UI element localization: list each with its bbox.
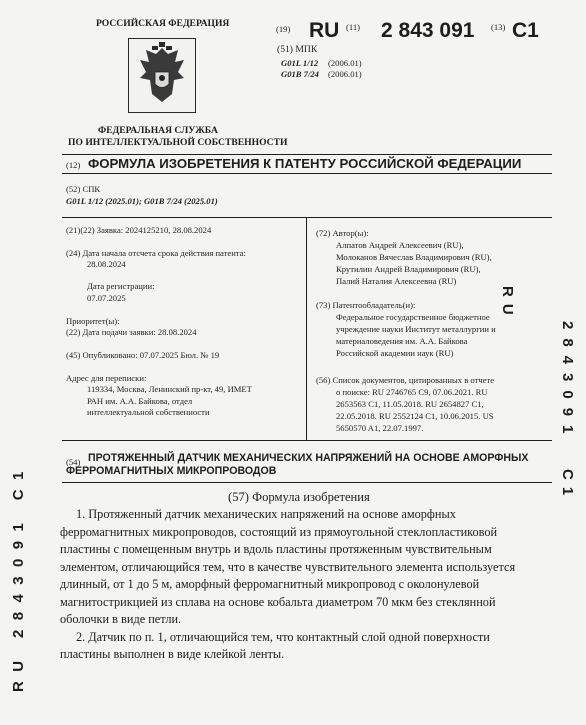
inid-code-19: (19) [276,24,291,34]
priority-label: Приоритет(ы): [66,316,120,326]
inid-code-54: (54) [66,457,81,467]
application-info: (21)(22) Заявка: 2024125210, 28.08.2024 [66,225,212,235]
address-line-3: интеллектуальной собственности [87,407,210,417]
patent-kind: C1 [512,19,539,42]
mpk-code-1: G01L 1/12 [281,58,319,68]
address-label: Адрес для переписки: [66,373,147,383]
divider-title54 [62,482,552,483]
side-left-patent-id: RU 2843091 C1 [10,462,27,692]
holder-line-2: учреждение науки Институт металлургии и [336,324,496,334]
author-2: Молоканов Вячеслав Владимирович (RU), [336,252,492,262]
registration-label: Дата регистрации: [87,281,155,291]
divider-columns [62,440,552,441]
term-start-label: (24) Дата начала отсчета срока действия патента: [66,248,246,258]
invention-title-line-2: ФЕРРОМАГНИТНЫХ МИКРОПРОВОДОВ [66,465,277,477]
invention-title-line-1: ПРОТЯЖЕННЫЙ ДАТЧИК МЕХАНИЧЕСКИХ НАПРЯЖЕНИЙ НА ОСНОВЕ АМОРФНЫХ [88,452,529,464]
claims-heading: (57) Формула изобретения [228,490,370,504]
claim-2-line-2: пластины выполнен в виде клейкой ленты. [60,647,285,661]
cited-docs-line-4: 5650570 A1, 22.07.1997. [336,423,424,433]
address-line-2: РАН им. А.А. Байкова, отдел [87,396,193,406]
cited-docs-label: (56) Список документов, цитированных в отчете [316,375,495,385]
spk-label: (52) СПК [66,184,101,194]
divider-top [62,154,552,155]
side-right-ru: RU [499,286,516,322]
document-title: ФОРМУЛА ИЗОБРЕТЕНИЯ К ПАТЕНТУ РОССИЙСКОЙ ФЕДЕРАЦИИ [88,156,522,171]
mpk-date-1: (2006.01) [328,58,362,68]
column-divider [306,218,307,440]
claim-1-line-6: магнитострикцией из сплава на основе кобальта диаметром 70 мкм без стеклянной [60,595,496,609]
claim-1-line-3: пластины с помещенным внутрь и вдоль пластины протяженным чувствительным [60,542,492,556]
claim-2-line-1: 2. Датчик по п. 1, отличающийся тем, что контактный слой одной поверхности [76,630,490,644]
divider-title [62,173,552,174]
claim-1-line-4: элементом, отличающийся тем, что в качестве чувствительного элемента используется [60,560,516,574]
spk-codes: G01L 1/12 (2025.01); G01B 7/24 (2025.01) [66,196,218,206]
patent-number: 2 843 091 [381,19,475,42]
publication-date: (45) Опубликовано: 07.07.2025 Бюл. № 19 [66,350,220,360]
holder-line-4: Российской академии наук (RU) [336,348,454,358]
inid-code-13: (13) [491,22,506,32]
inid-code-11: (11) [346,22,360,32]
claim-1-line-7: оболочки в виде петли. [60,612,182,626]
coat-of-arms-emblem [128,38,196,113]
cited-docs-line-2: 2653563 C1, 11.05.2018. RU 2654827 C1, [336,399,484,409]
claim-1-line-5: длинный, от 1 до 5 м, аморфный ферромагнитный микропровод с околонулевой [60,577,480,591]
author-3: Крутилин Андрей Владимирович (RU), [336,264,481,274]
divider-spk [62,217,552,218]
author-1: Алпатов Андрей Алексеевич (RU), [336,240,464,250]
mpk-label: (51) МПК [277,44,318,55]
cited-docs-line-3: 22.05.2018. RU 2552124 C1, 10.06.2015. US [336,411,494,421]
holder-line-3: материаловедения им. А.А. Байкова [336,336,468,346]
mpk-code-2: G01B 7/24 [281,69,319,79]
holder-line-1: Федеральное государственное бюджетное [336,312,490,322]
inid-code-12: (12) [66,160,81,170]
term-start-date: 28.08.2024 [87,259,126,269]
country-name: РОССИЙСКАЯ ФЕДЕРАЦИЯ [96,18,230,29]
filing-date: (22) Дата подачи заявки: 28.08.2024 [66,327,197,337]
country-code: RU [309,19,340,42]
author-4: Палий Наталия Алексеевна (RU) [336,276,457,286]
authors-label: (72) Автор(ы): [316,228,369,238]
claim-1-line-1: 1. Протяженный датчик механических напряжений на основе аморфных [76,507,456,521]
side-right-number: 2843091 [559,321,576,443]
agency-line-1: ФЕДЕРАЛЬНАЯ СЛУЖБА [98,125,218,136]
claim-1-line-2: ферромагнитных микропроводов, состоящий из прямоугольной стеклопластиковой [60,525,498,539]
registration-date: 07.07.2025 [87,293,126,303]
cited-docs-line-1: о поиске: RU 2746765 C9, 07.06.2021. RU [336,387,488,397]
mpk-date-2: (2006.01) [328,69,362,79]
holder-label: (73) Патентообладатель(и): [316,300,416,310]
side-right-kind: C1 [559,469,576,503]
address-line-1: 119334, Москва, Ленинский пр-кт, 49, ИМЕТ [87,384,252,394]
agency-line-2: ПО ИНТЕЛЛЕКТУАЛЬНОЙ СОБСТВЕННОСТИ [68,137,288,148]
